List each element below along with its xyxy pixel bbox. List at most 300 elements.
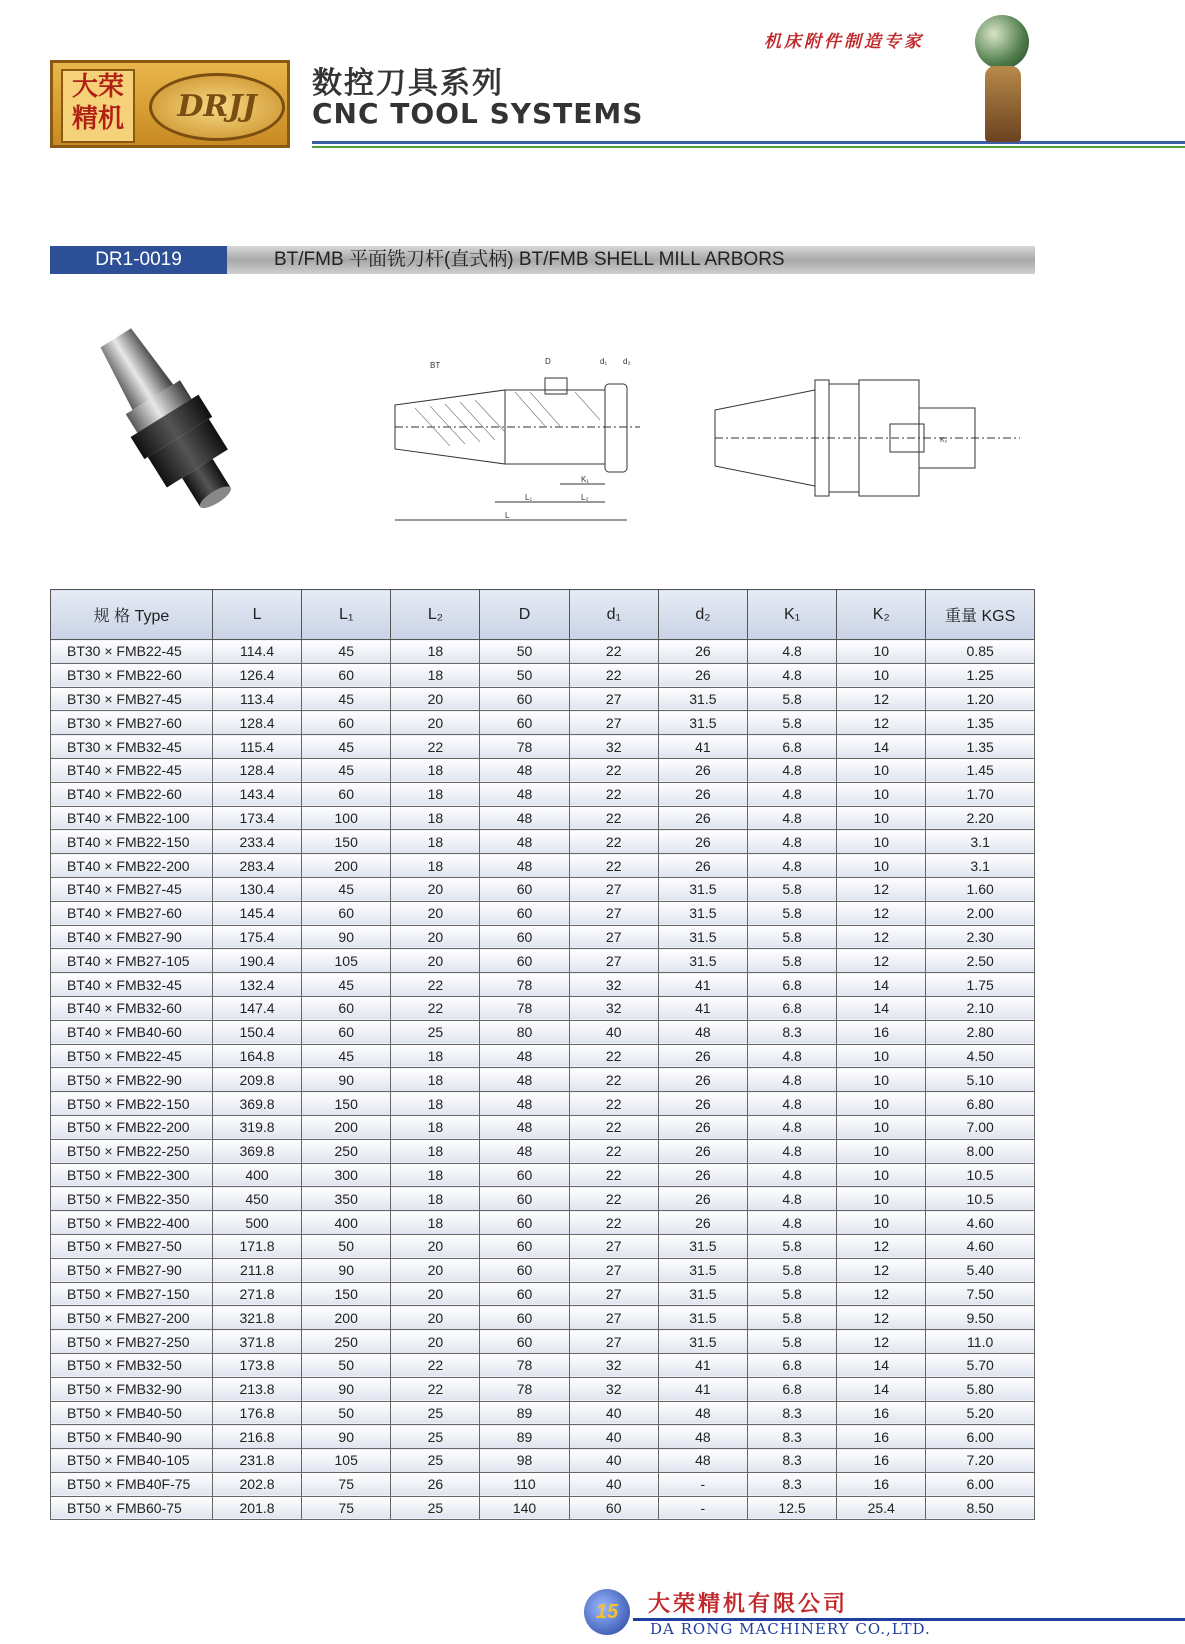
table-row xyxy=(51,663,1035,687)
value-cell: 4.8 xyxy=(747,1211,836,1235)
value-cell: 50 xyxy=(302,1353,391,1377)
table-row xyxy=(51,806,1035,830)
value-cell: 5.8 xyxy=(747,925,836,949)
value-cell: 26 xyxy=(658,1044,747,1068)
value-cell: 41 xyxy=(658,996,747,1020)
value-cell: 20 xyxy=(391,1330,480,1354)
value-cell: 8.3 xyxy=(747,1020,836,1044)
label-l: L xyxy=(505,511,510,520)
value-cell: 60 xyxy=(480,1282,569,1306)
value-cell: 48 xyxy=(480,1068,569,1092)
value-cell: 10 xyxy=(837,830,926,854)
value-cell: 216.8 xyxy=(212,1425,301,1449)
footer-company-cn: 大荣精机有限公司 xyxy=(648,1591,849,1616)
table-row xyxy=(51,640,1035,664)
value-cell: 60 xyxy=(480,1330,569,1354)
type-cell: BT50 × FMB22-45 xyxy=(51,1044,213,1068)
value-cell: 1.70 xyxy=(926,782,1035,806)
value-cell: 10 xyxy=(837,1115,926,1139)
value-cell: 6.8 xyxy=(747,1377,836,1401)
table-row xyxy=(51,687,1035,711)
value-cell: 60 xyxy=(480,1306,569,1330)
type-cell: BT50 × FMB40-90 xyxy=(51,1425,213,1449)
value-cell: 5.8 xyxy=(747,877,836,901)
value-cell: 40 xyxy=(569,1401,658,1425)
value-cell: 75 xyxy=(302,1472,391,1496)
value-cell: 213.8 xyxy=(212,1377,301,1401)
value-cell: 22 xyxy=(391,1353,480,1377)
value-cell: 12 xyxy=(837,925,926,949)
value-cell: 4.8 xyxy=(747,1187,836,1211)
table-row xyxy=(51,1139,1035,1163)
value-cell: 26 xyxy=(658,640,747,664)
value-cell: 78 xyxy=(480,735,569,759)
value-cell: 5.10 xyxy=(926,1068,1035,1092)
value-cell: 201.8 xyxy=(212,1496,301,1520)
value-cell: 12.5 xyxy=(747,1496,836,1520)
value-cell: 5.8 xyxy=(747,1234,836,1258)
tagline: 机床附件制造专家 xyxy=(764,32,924,52)
value-cell: 26 xyxy=(658,1163,747,1187)
type-cell: BT30 × FMB27-60 xyxy=(51,711,213,735)
value-cell: 27 xyxy=(569,687,658,711)
label-l2: L₂ xyxy=(581,493,589,502)
value-cell: 27 xyxy=(569,1258,658,1282)
value-cell: 12 xyxy=(837,901,926,925)
column-header: K₁ xyxy=(747,590,836,640)
value-cell: 22 xyxy=(569,1211,658,1235)
value-cell: 4.8 xyxy=(747,806,836,830)
section-title: BT/FMB 平面铣刀杆(直式柄) BT/FMB SHELL MILL ARBORS xyxy=(274,249,785,270)
value-cell: 78 xyxy=(480,1377,569,1401)
label-d1: d₁ xyxy=(600,357,608,366)
value-cell: 26 xyxy=(658,1115,747,1139)
value-cell: 90 xyxy=(302,1258,391,1282)
value-cell: 115.4 xyxy=(212,735,301,759)
value-cell: 18 xyxy=(391,782,480,806)
column-header: 规 格 Type xyxy=(51,590,213,640)
value-cell: 60 xyxy=(480,1187,569,1211)
value-cell: 5.8 xyxy=(747,1306,836,1330)
table-row xyxy=(51,1449,1035,1473)
value-cell: 7.50 xyxy=(926,1282,1035,1306)
value-cell: 60 xyxy=(480,901,569,925)
value-cell: 48 xyxy=(658,1020,747,1044)
value-cell: 450 xyxy=(212,1187,301,1211)
value-cell: 10 xyxy=(837,663,926,687)
table-row xyxy=(51,1163,1035,1187)
value-cell: 10 xyxy=(837,782,926,806)
value-cell: 371.8 xyxy=(212,1330,301,1354)
table-row xyxy=(51,782,1035,806)
value-cell: 12 xyxy=(837,687,926,711)
value-cell: 3.1 xyxy=(926,830,1035,854)
value-cell: 126.4 xyxy=(212,663,301,687)
value-cell: 8.3 xyxy=(747,1425,836,1449)
value-cell: 5.8 xyxy=(747,711,836,735)
value-cell: 25.4 xyxy=(837,1496,926,1520)
value-cell: 31.5 xyxy=(658,1234,747,1258)
type-cell: BT50 × FMB22-350 xyxy=(51,1187,213,1211)
logo-emblem: DRJJ xyxy=(149,73,285,141)
value-cell: 1.75 xyxy=(926,973,1035,997)
value-cell: 20 xyxy=(391,1306,480,1330)
value-cell: 32 xyxy=(569,1377,658,1401)
value-cell: 12 xyxy=(837,949,926,973)
label-k1: K₁ xyxy=(581,475,590,484)
value-cell: 5.20 xyxy=(926,1401,1035,1425)
value-cell: 45 xyxy=(302,1044,391,1068)
value-cell: 32 xyxy=(569,996,658,1020)
value-cell: 31.5 xyxy=(658,1306,747,1330)
value-cell: 20 xyxy=(391,1234,480,1258)
value-cell: 26 xyxy=(658,663,747,687)
value-cell: 45 xyxy=(302,640,391,664)
value-cell: 31.5 xyxy=(658,877,747,901)
column-header: d₂ xyxy=(658,590,747,640)
label-d: D xyxy=(545,357,551,366)
value-cell: 18 xyxy=(391,806,480,830)
value-cell: 45 xyxy=(302,973,391,997)
value-cell: 6.8 xyxy=(747,973,836,997)
value-cell: 60 xyxy=(480,925,569,949)
value-cell: 31.5 xyxy=(658,1330,747,1354)
value-cell: 50 xyxy=(480,640,569,664)
type-cell: BT30 × FMB32-45 xyxy=(51,735,213,759)
value-cell: 31.5 xyxy=(658,925,747,949)
value-cell: 105 xyxy=(302,949,391,973)
value-cell: 60 xyxy=(480,711,569,735)
value-cell: 12 xyxy=(837,1234,926,1258)
table-body xyxy=(51,640,1035,1520)
value-cell: 41 xyxy=(658,1377,747,1401)
value-cell: 5.70 xyxy=(926,1353,1035,1377)
company-logo xyxy=(50,60,290,148)
value-cell: 26 xyxy=(658,806,747,830)
type-cell: BT50 × FMB27-250 xyxy=(51,1330,213,1354)
value-cell: 8.00 xyxy=(926,1139,1035,1163)
value-cell: 0.85 xyxy=(926,640,1035,664)
column-header: K₂ xyxy=(837,590,926,640)
value-cell: 60 xyxy=(480,1258,569,1282)
value-cell: 114.4 xyxy=(212,640,301,664)
value-cell: 26 xyxy=(658,1092,747,1116)
value-cell: 98 xyxy=(480,1449,569,1473)
type-cell: BT50 × FMB27-200 xyxy=(51,1306,213,1330)
type-cell: BT50 × FMB22-250 xyxy=(51,1139,213,1163)
value-cell: 26 xyxy=(658,1068,747,1092)
value-cell: 50 xyxy=(302,1234,391,1258)
value-cell: 31.5 xyxy=(658,711,747,735)
value-cell: 26 xyxy=(658,1187,747,1211)
value-cell: 4.8 xyxy=(747,663,836,687)
type-cell: BT50 × FMB22-400 xyxy=(51,1211,213,1235)
value-cell: 10 xyxy=(837,1187,926,1211)
value-cell: 5.8 xyxy=(747,687,836,711)
footer-company-en: DA RONG MACHINERY CO.,LTD. xyxy=(650,1620,931,1638)
value-cell: 27 xyxy=(569,711,658,735)
type-cell: BT40 × FMB27-60 xyxy=(51,901,213,925)
value-cell: 2.20 xyxy=(926,806,1035,830)
value-cell: 4.8 xyxy=(747,758,836,782)
type-cell: BT50 × FMB32-50 xyxy=(51,1353,213,1377)
type-cell: BT50 × FMB22-300 xyxy=(51,1163,213,1187)
value-cell: 40 xyxy=(569,1425,658,1449)
value-cell: 10 xyxy=(837,1163,926,1187)
value-cell: 31.5 xyxy=(658,687,747,711)
value-cell: 22 xyxy=(391,1377,480,1401)
value-cell: 2.10 xyxy=(926,996,1035,1020)
value-cell: 22 xyxy=(569,640,658,664)
value-cell: 60 xyxy=(480,877,569,901)
value-cell: 145.4 xyxy=(212,901,301,925)
type-cell: BT50 × FMB40F-75 xyxy=(51,1472,213,1496)
side-view-drawing xyxy=(715,380,1025,530)
table-row xyxy=(51,1401,1035,1425)
type-cell: BT50 × FMB27-90 xyxy=(51,1258,213,1282)
value-cell: 45 xyxy=(302,877,391,901)
value-cell: 40 xyxy=(569,1472,658,1496)
table-row xyxy=(51,1187,1035,1211)
value-cell: 18 xyxy=(391,1211,480,1235)
type-cell: BT30 × FMB22-60 xyxy=(51,663,213,687)
value-cell: 128.4 xyxy=(212,711,301,735)
value-cell: 10 xyxy=(837,758,926,782)
value-cell: 20 xyxy=(391,1282,480,1306)
value-cell: 22 xyxy=(569,782,658,806)
table-row xyxy=(51,1496,1035,1520)
type-cell: BT30 × FMB27-45 xyxy=(51,687,213,711)
table-row xyxy=(51,901,1035,925)
value-cell: 41 xyxy=(658,1353,747,1377)
value-cell: 300 xyxy=(302,1163,391,1187)
table-row xyxy=(51,758,1035,782)
value-cell: 26 xyxy=(658,1139,747,1163)
value-cell: 350 xyxy=(302,1187,391,1211)
value-cell: 20 xyxy=(391,901,480,925)
value-cell: 6.8 xyxy=(747,996,836,1020)
value-cell: 147.4 xyxy=(212,996,301,1020)
value-cell: 18 xyxy=(391,1092,480,1116)
value-cell: 22 xyxy=(569,806,658,830)
value-cell: 211.8 xyxy=(212,1258,301,1282)
value-cell: 5.8 xyxy=(747,949,836,973)
value-cell: 8.3 xyxy=(747,1472,836,1496)
value-cell: 16 xyxy=(837,1401,926,1425)
type-cell: BT40 × FMB22-150 xyxy=(51,830,213,854)
value-cell: 4.8 xyxy=(747,640,836,664)
value-cell: 283.4 xyxy=(212,854,301,878)
value-cell: 26 xyxy=(658,830,747,854)
value-cell: 60 xyxy=(480,1163,569,1187)
value-cell: 5.8 xyxy=(747,1282,836,1306)
value-cell: 26 xyxy=(658,1211,747,1235)
value-cell: 18 xyxy=(391,663,480,687)
value-cell: 5.40 xyxy=(926,1258,1035,1282)
value-cell: - xyxy=(658,1472,747,1496)
value-cell: 4.8 xyxy=(747,1092,836,1116)
header-divider xyxy=(312,141,1185,144)
value-cell: 32 xyxy=(569,735,658,759)
value-cell: 200 xyxy=(302,1115,391,1139)
type-cell: BT40 × FMB22-100 xyxy=(51,806,213,830)
value-cell: 27 xyxy=(569,1234,658,1258)
value-cell: 20 xyxy=(391,1258,480,1282)
value-cell: 16 xyxy=(837,1425,926,1449)
table-row xyxy=(51,1472,1035,1496)
catalog-title-en: CNC TOOL SYSTEMS xyxy=(312,97,644,130)
value-cell: 16 xyxy=(837,1449,926,1473)
value-cell: 60 xyxy=(302,1020,391,1044)
value-cell: 25 xyxy=(391,1425,480,1449)
value-cell: 12 xyxy=(837,1258,926,1282)
value-cell: 32 xyxy=(569,973,658,997)
value-cell: 40 xyxy=(569,1449,658,1473)
label-d2: d₂ xyxy=(623,357,631,366)
value-cell: 4.8 xyxy=(747,1163,836,1187)
table-header-row xyxy=(51,590,1035,640)
value-cell: 105 xyxy=(302,1449,391,1473)
value-cell: 60 xyxy=(480,949,569,973)
value-cell: 8.50 xyxy=(926,1496,1035,1520)
value-cell: 12 xyxy=(837,877,926,901)
value-cell: 128.4 xyxy=(212,758,301,782)
value-cell: 18 xyxy=(391,1163,480,1187)
value-cell: 60 xyxy=(480,1234,569,1258)
column-header: L₂ xyxy=(391,590,480,640)
value-cell: 18 xyxy=(391,830,480,854)
value-cell: 60 xyxy=(480,687,569,711)
type-cell: BT40 × FMB32-60 xyxy=(51,996,213,1020)
value-cell: 500 xyxy=(212,1211,301,1235)
value-cell: 48 xyxy=(480,1092,569,1116)
table-row xyxy=(51,1092,1035,1116)
value-cell: 10 xyxy=(837,1044,926,1068)
value-cell: 48 xyxy=(480,806,569,830)
catalog-title-cn: 数控刀具系列 xyxy=(312,66,504,101)
value-cell: 175.4 xyxy=(212,925,301,949)
value-cell: 60 xyxy=(302,663,391,687)
table-row xyxy=(51,1044,1035,1068)
value-cell: 4.60 xyxy=(926,1211,1035,1235)
value-cell: 80 xyxy=(480,1020,569,1044)
value-cell: 60 xyxy=(302,901,391,925)
table-row xyxy=(51,1377,1035,1401)
value-cell: 48 xyxy=(658,1449,747,1473)
type-cell: BT50 × FMB22-90 xyxy=(51,1068,213,1092)
value-cell: 48 xyxy=(480,758,569,782)
header-divider-accent xyxy=(312,146,1185,148)
type-cell: BT40 × FMB27-105 xyxy=(51,949,213,973)
type-cell: BT40 × FMB27-90 xyxy=(51,925,213,949)
value-cell: 89 xyxy=(480,1425,569,1449)
column-header: d₁ xyxy=(569,590,658,640)
value-cell: 75 xyxy=(302,1496,391,1520)
value-cell: 7.20 xyxy=(926,1449,1035,1473)
value-cell: 14 xyxy=(837,973,926,997)
table-row xyxy=(51,711,1035,735)
globe-icon xyxy=(975,15,1029,69)
value-cell: 48 xyxy=(480,1044,569,1068)
value-cell: 150 xyxy=(302,1092,391,1116)
value-cell: 321.8 xyxy=(212,1306,301,1330)
value-cell: 12 xyxy=(837,711,926,735)
value-cell: 1.20 xyxy=(926,687,1035,711)
value-cell: 20 xyxy=(391,711,480,735)
value-cell: 20 xyxy=(391,925,480,949)
value-cell: 48 xyxy=(480,1139,569,1163)
value-cell: 22 xyxy=(569,1115,658,1139)
value-cell: 18 xyxy=(391,1187,480,1211)
value-cell: 78 xyxy=(480,996,569,1020)
value-cell: 143.4 xyxy=(212,782,301,806)
table-row xyxy=(51,1068,1035,1092)
type-cell: BT50 × FMB40-50 xyxy=(51,1401,213,1425)
value-cell: 31.5 xyxy=(658,949,747,973)
value-cell: 27 xyxy=(569,901,658,925)
value-cell: - xyxy=(658,1496,747,1520)
type-cell: BT40 × FMB40-60 xyxy=(51,1020,213,1044)
value-cell: 164.8 xyxy=(212,1044,301,1068)
table-row xyxy=(51,949,1035,973)
value-cell: 90 xyxy=(302,925,391,949)
value-cell: 150 xyxy=(302,830,391,854)
value-cell: 22 xyxy=(391,735,480,759)
value-cell: 40 xyxy=(569,1020,658,1044)
value-cell: 22 xyxy=(391,996,480,1020)
value-cell: 60 xyxy=(569,1496,658,1520)
value-cell: 14 xyxy=(837,1377,926,1401)
value-cell: 22 xyxy=(569,1044,658,1068)
label-bt: BT xyxy=(430,361,441,370)
type-cell: BT50 × FMB27-50 xyxy=(51,1234,213,1258)
value-cell: 5.8 xyxy=(747,1258,836,1282)
value-cell: 4.8 xyxy=(747,1068,836,1092)
value-cell: 4.50 xyxy=(926,1044,1035,1068)
value-cell: 10 xyxy=(837,1211,926,1235)
value-cell: 27 xyxy=(569,1282,658,1306)
value-cell: 22 xyxy=(391,973,480,997)
value-cell: 20 xyxy=(391,877,480,901)
value-cell: 22 xyxy=(569,1068,658,1092)
value-cell: 90 xyxy=(302,1377,391,1401)
value-cell: 20 xyxy=(391,949,480,973)
value-cell: 271.8 xyxy=(212,1282,301,1306)
value-cell: 31.5 xyxy=(658,1282,747,1306)
type-cell: BT50 × FMB32-90 xyxy=(51,1377,213,1401)
type-cell: BT50 × FMB22-150 xyxy=(51,1092,213,1116)
value-cell: 60 xyxy=(302,711,391,735)
value-cell: 1.35 xyxy=(926,711,1035,735)
value-cell: 233.4 xyxy=(212,830,301,854)
type-cell: BT40 × FMB32-45 xyxy=(51,973,213,997)
type-cell: BT50 × FMB22-200 xyxy=(51,1115,213,1139)
table-row xyxy=(51,1115,1035,1139)
table-row xyxy=(51,1020,1035,1044)
value-cell: 11.0 xyxy=(926,1330,1035,1354)
value-cell: 100 xyxy=(302,806,391,830)
value-cell: 176.8 xyxy=(212,1401,301,1425)
value-cell: 31.5 xyxy=(658,901,747,925)
type-cell: BT40 × FMB22-60 xyxy=(51,782,213,806)
value-cell: 45 xyxy=(302,687,391,711)
value-cell: 26 xyxy=(658,854,747,878)
atlas-figure-icon xyxy=(985,66,1021,142)
product-photo xyxy=(58,310,288,530)
value-cell: 50 xyxy=(480,663,569,687)
column-header: D xyxy=(480,590,569,640)
table-row xyxy=(51,1306,1035,1330)
